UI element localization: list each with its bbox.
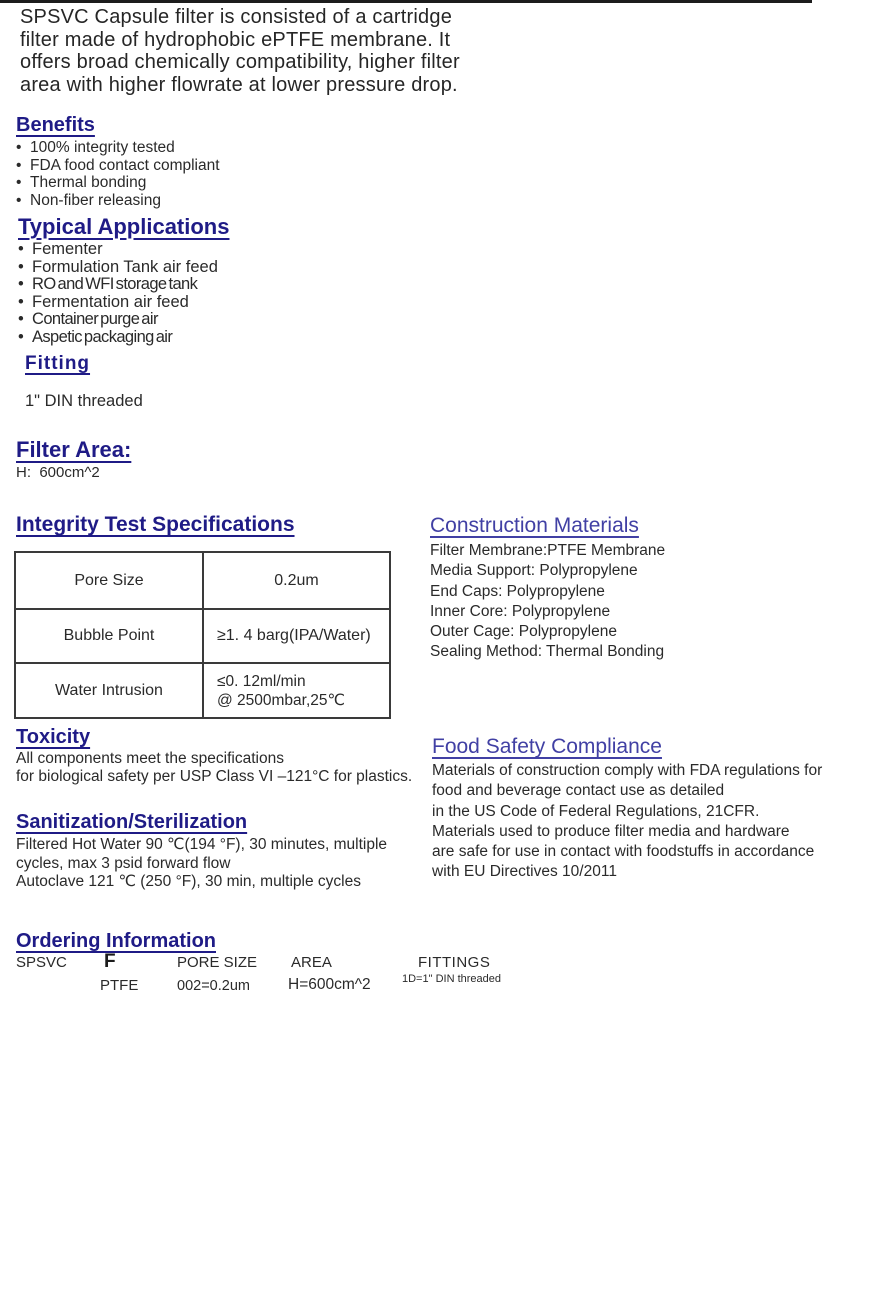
text-line: cycles, max 3 psid forward flow: [16, 854, 231, 872]
list-item: Filter Membrane:PTFE Membrane: [430, 542, 666, 559]
toxicity-heading: Toxicity: [16, 726, 91, 748]
ordering-membrane-code: F: [104, 951, 116, 972]
typical-applications-list: [18, 241, 218, 347]
text-line: are safe for use in contact with foodstuffs in accordance: [432, 843, 815, 861]
spec-label: Bubble Point: [16, 610, 204, 662]
sanitization-text: [16, 836, 387, 892]
spec-value: 0.2um: [274, 571, 319, 589]
list-item: • FDA food contact compliant: [16, 157, 220, 175]
intro-line: area with higher flowrate at lower pressure drop.: [20, 73, 458, 96]
list-item: • Formulation Tank air feed: [18, 259, 218, 277]
sanitization-heading: Sanitization/Sterilization: [16, 811, 248, 833]
text-line: for biological safety per USP Class VI –121°C for plastics.: [16, 768, 413, 785]
list-item: • Fermentation air feed: [18, 294, 218, 312]
ordering-membrane-label: PTFE: [100, 977, 139, 994]
text-line: Materials of construction comply with FDA regulations for: [432, 762, 823, 779]
text-line: All components meet the specifications: [16, 750, 284, 767]
table-row: [16, 553, 389, 608]
ordering-fittings-header: FITTINGS: [418, 954, 491, 971]
spec-value: [204, 664, 389, 717]
ordering-area-value: H=600cm^2: [288, 976, 371, 993]
construction-materials-list: [430, 541, 665, 663]
typical-applications-heading: Typical Applications: [18, 214, 230, 239]
list-item: Inner Core: Polypropylene: [430, 602, 611, 620]
list-item: • Fementer: [18, 241, 218, 259]
food-safety-text: [432, 761, 822, 883]
ordering-fittings-value: 1D=1" DIN threaded: [402, 973, 501, 985]
filter-area-value: H: 600cm^2: [16, 464, 100, 481]
benefits-list: [16, 139, 220, 209]
ordering-heading: Ordering Information: [16, 930, 216, 952]
text-line: Autoclave 121 ℃ (250 °F), 30 min, multiple cycles: [16, 873, 361, 890]
text-line: Materials used to produce filter media and hardware: [432, 822, 790, 840]
intro-paragraph: [20, 6, 540, 96]
toxicity-text: [16, 750, 412, 786]
fitting-heading: Fitting: [25, 353, 91, 374]
list-item: Media Support: Polypropylene: [430, 562, 638, 580]
integrity-test-table: [14, 551, 391, 719]
list-item: • 100% integrity tested: [16, 139, 220, 157]
top-rule: [0, 0, 812, 3]
text-line: food and beverage contact use as detailed: [432, 782, 725, 800]
fitting-value: 1" DIN threaded: [25, 392, 143, 410]
benefits-heading: Benefits: [16, 114, 95, 136]
table-row: [16, 662, 389, 717]
spec-value: ≥1. 4 barg(IPA/Water): [217, 627, 371, 644]
ordering-area-header: AREA: [291, 954, 332, 971]
text-line: with EU Directives 10/2011: [432, 863, 617, 881]
ordering-series: SPSVC: [16, 954, 67, 971]
ordering-pore-size-value: 002=0.2um: [177, 978, 250, 994]
spec-label: Pore Size: [16, 553, 204, 608]
text-line: Filtered Hot Water 90 ℃(194 °F), 30 minutes, multiple: [16, 836, 388, 853]
list-item: • Thermal bonding: [16, 174, 220, 192]
list-item: • Container purge air: [18, 311, 218, 329]
list-item: • RO and WFI storage tank: [18, 276, 218, 294]
list-item: Outer Cage: Polypropylene: [430, 623, 617, 641]
spec-value-line: @ 2500mbar,25℃: [217, 691, 345, 709]
food-safety-heading: Food Safety Compliance: [432, 735, 662, 758]
filter-area-heading: Filter Area:: [16, 437, 132, 462]
table-row: [16, 608, 389, 662]
list-item: End Caps: Polypropylene: [430, 582, 605, 600]
list-item: • Non-fiber releasing: [16, 192, 220, 210]
list-item: • Aspetic packaging air: [18, 329, 218, 347]
construction-materials-heading: Construction Materials: [430, 514, 639, 537]
intro-line: offers broad chemically compatibility, higher filter: [20, 51, 460, 73]
text-line: in the US Code of Federal Regulations, 21CFR.: [432, 802, 760, 820]
list-item: Sealing Method: Thermal Bonding: [430, 643, 665, 661]
spec-label: Water Intrusion: [16, 664, 204, 717]
intro-line: SPSVC Capsule filter is consisted of a cartridge: [20, 6, 453, 28]
ordering-pore-size-header: PORE SIZE: [177, 954, 258, 971]
integrity-test-heading: Integrity Test Specifications: [16, 513, 295, 536]
intro-line: filter made of hydrophobic ePTFE membrane. It: [20, 28, 451, 51]
spec-value-line: ≤0. 12ml/min: [217, 672, 306, 690]
